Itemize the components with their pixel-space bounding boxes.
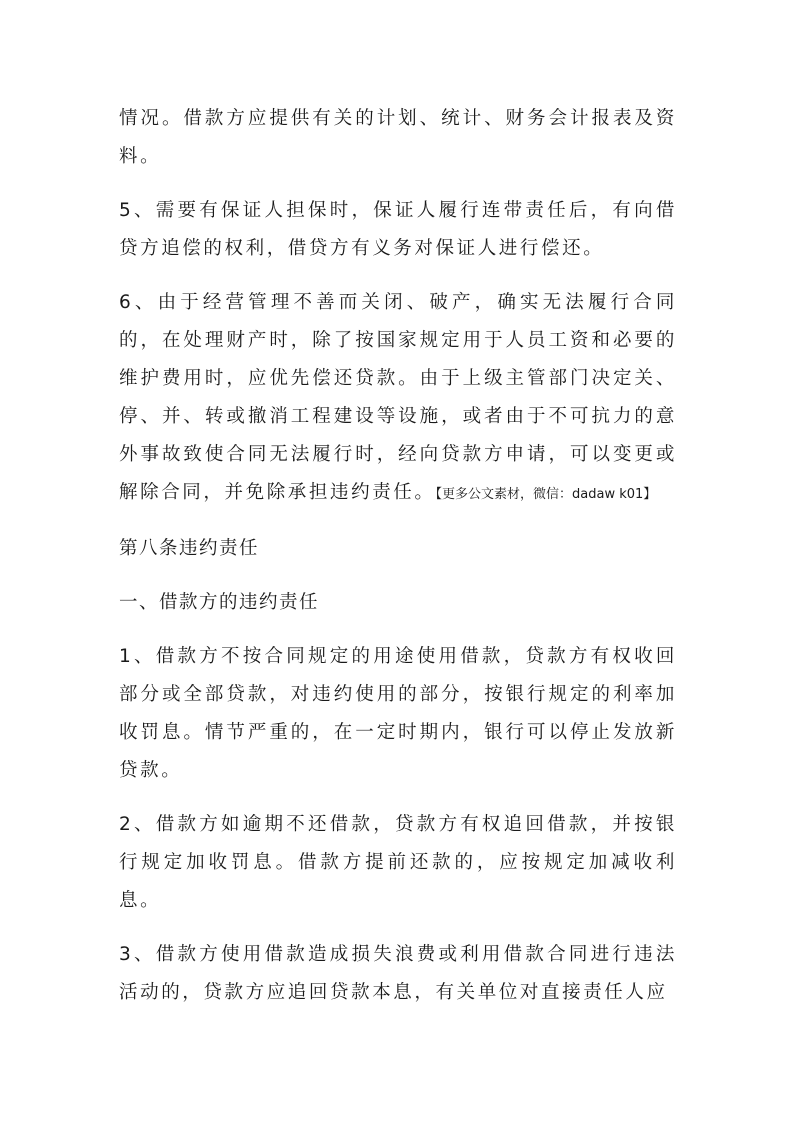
- paragraph-liability-2-overdue: [119, 806, 677, 920]
- paragraph-text: 情况。借款方应提供有关的计划、统计、财务会计报表及资料。: [119, 108, 677, 167]
- paragraph-liability-1-misuse: [119, 638, 677, 790]
- document-body: [119, 100, 677, 1028]
- paragraph-clause-5-guarantor: [119, 192, 677, 268]
- subsection-heading-borrower-liability: [119, 584, 677, 622]
- paragraph-text: 3、借款方使用借款造成损失浪费或利用借款合同进行违法活动的，贷款方应追回贷款本息，有关单位对直接责任人应: [119, 944, 677, 1003]
- paragraph-text: 2、借款方如逾期不还借款，贷款方有权追回借款，并按银行规定加收罚息。借款方提前还款的，应按规定加减收利息。: [119, 814, 677, 911]
- paragraph-text: 6、由于经营管理不善而关闭、破产，确实无法履行合同的，在处理财产时，除了按国家规定用于人员工资和必要的维护费用时，应优先偿还贷款。由于上级主管部门决定关、停、并、转或撤消工程建设等设施，或者由于不可抗力的意外事故致使合同无法履行时，经向贷款方申请，可以变更或解除合同，并免除承担违约责任。: [119, 292, 677, 503]
- promo-note: 【更多公文素材，微信：dadaw k01】: [435, 487, 657, 502]
- heading-text: 一、借款方的违约责任: [119, 592, 320, 613]
- paragraph-text: 5、需要有保证人担保时，保证人履行连带责任后，有向借贷方追偿的权利，借贷方有义务对保证人进行偿还。: [119, 200, 677, 259]
- section-heading-article-8: [119, 530, 677, 568]
- paragraph-clause-6-bankruptcy: [119, 284, 677, 514]
- paragraph-liability-3-losses: [119, 936, 677, 1012]
- paragraph-text: 1、借款方不按合同规定的用途使用借款，贷款方有权收回部分或全部贷款，对违约使用的部分，按银行规定的利率加收罚息。情节严重的，在一定时期内，银行可以停止发放新贷款。: [119, 646, 677, 781]
- heading-text: 第八条违约责任: [119, 538, 260, 559]
- paragraph-reporting-materials: [119, 100, 677, 176]
